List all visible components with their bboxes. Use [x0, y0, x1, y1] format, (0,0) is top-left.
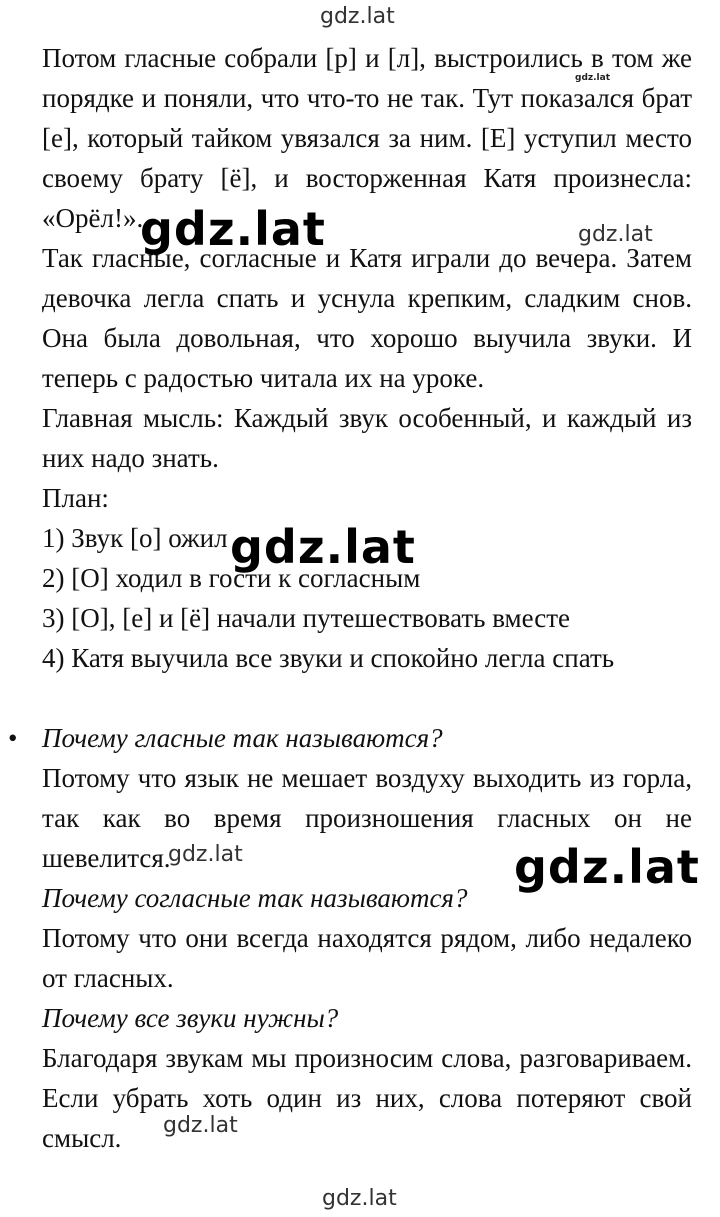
- plan-item-3: 3) [О], [е] и [ё] начали путешествовать вместе: [42, 603, 571, 633]
- question-1: Почему гласные так называются?: [42, 723, 443, 753]
- plan-title: План:: [42, 483, 109, 513]
- watermark-small-3: gdz.lat: [163, 1113, 238, 1138]
- main-idea: Главная мысль: Каждый звук особенный, и каждый из них надо знать.: [42, 403, 692, 473]
- watermark-large-2: gdz.lat: [230, 520, 416, 574]
- answer-3: Благодаря звукам мы произносим слова, разговариваем. Если убрать хоть один из них, слова потеряют свой смысл.: [42, 1043, 692, 1153]
- story-paragraph-2: Так гласные, согласные и Катя играли до вечера. Затем девочка легла спать и уснула крепким, сладким снов. Она была довольная, что хорошо выучила звуки. И теперь с радостью читала их на уроке.: [42, 243, 692, 393]
- plan-item-1: 1) Звук [о] ожил: [42, 523, 228, 553]
- question-3: Почему все звуки нужны?: [42, 1003, 339, 1033]
- watermark-small-1: gdz.lat: [578, 222, 653, 247]
- plan-item-2: 2) [О] ходил в гости к согласным: [42, 563, 421, 593]
- watermark-bottom: gdz.lat: [322, 1186, 397, 1211]
- answer-2: Потому что они всегда находятся рядом, либо недалеко от гласных.: [42, 923, 692, 993]
- watermark-small-2: gdz.lat: [168, 842, 243, 867]
- bullet-icon: •: [8, 723, 18, 753]
- document-body: [8, 38, 692, 1158]
- answer-1: Потому что язык не мешает воздуху выходить из горла, так как во время произношения гласных он не шевелится.: [42, 763, 692, 873]
- story-paragraph-1: Потом гласные собрали [р] и [л], выстроились в том же порядке и поняли, что что-то не так. Тут показался брат [е], который тайком увязался за ним. [Е] уступил место своему брату [ё], и восторженная Катя произнесла: «Орёл!».: [42, 43, 692, 233]
- watermark-top: gdz.lat: [320, 4, 395, 29]
- question-2: Почему согласные так называются?: [42, 883, 468, 913]
- plan-item-4: 4) Катя выучила все звуки и спокойно легла спать: [42, 643, 615, 673]
- question-block-1: [8, 718, 692, 758]
- watermark-large-1: gdz.lat: [140, 202, 326, 256]
- watermark-tiny: gdz.lat: [575, 73, 611, 83]
- watermark-large-3: gdz.lat: [514, 840, 700, 894]
- section-gap: [42, 678, 692, 718]
